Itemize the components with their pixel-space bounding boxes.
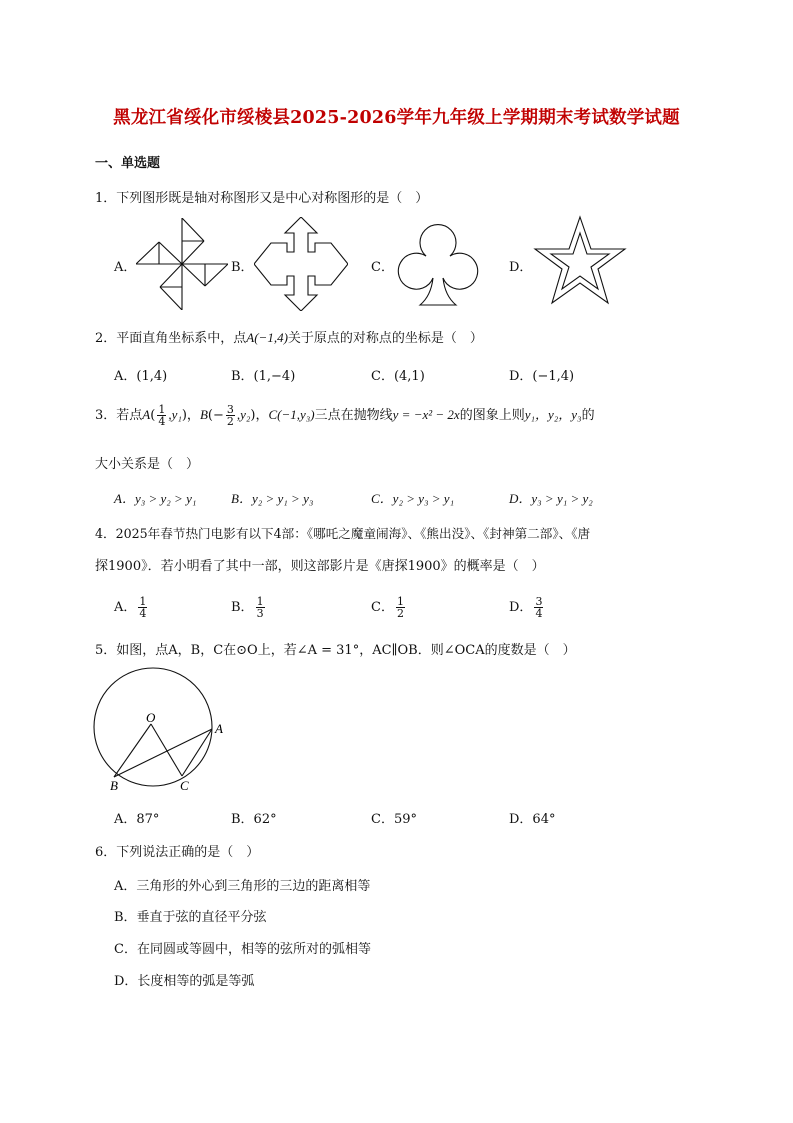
label-o: O — [146, 710, 156, 725]
q4-option-b-fraction — [256, 596, 265, 619]
q4-option-c-num: 1 — [396, 595, 404, 608]
q4-option-c-den: 2 — [396, 607, 404, 620]
q3-point-c: C(−1,y₃) — [268, 407, 315, 422]
q6-option-b: B．垂直于弦的直径平分弦 — [114, 910, 267, 925]
segment-ob — [114, 724, 151, 777]
q3-point-a-y: ,y₁ — [168, 407, 182, 422]
q5-option-d: D．64° — [509, 812, 556, 827]
q4-option-a-fraction — [138, 596, 147, 619]
page-title: 黑龙江省绥化市绥棱县2025-2026学年九年级上学期期末考试数学试题 — [113, 108, 680, 128]
q4-option-c-fraction — [396, 596, 405, 619]
q3-option-a: A．y₃ > y₂ > y₁ — [114, 491, 197, 506]
q3-stem-end: 的 — [581, 408, 595, 423]
four-arrows-figure — [254, 217, 348, 311]
q4-option-b — [231, 596, 267, 619]
q6-option-c: C．在同圆或等圆中，相等的弦所对的弧相等 — [114, 942, 371, 957]
circle-geometry-figure — [88, 664, 238, 796]
q4-option-a-label: A． — [114, 600, 137, 615]
star-figure — [533, 215, 627, 307]
q3-point-b-x-den: 2 — [226, 415, 234, 428]
q4-option-b-label: B． — [231, 600, 254, 615]
q2-option-a: A．(1,4) — [114, 369, 168, 384]
q1-option-a-label: A． — [114, 260, 137, 275]
q2-option-c: C．(4,1) — [371, 369, 425, 384]
q3-point-a-x-num: 1 — [158, 403, 166, 416]
q1-option-b-label: B． — [231, 260, 254, 275]
q3-stem: 3．若点A( $\frac{1}{4}$ ,y₁)，B(− $\frac{3}{2}$ ,y₂)，C(−1,y₃)三点在抛物线y = −x² − 2x的图象上则y₁，y₂，y₃的 — [95, 403, 595, 428]
q5-option-c: C．59° — [371, 812, 417, 827]
q5-option-a: A．87° — [114, 812, 160, 827]
q3-parabola: y = −x² − 2x — [392, 407, 460, 422]
q2-stem — [95, 327, 483, 346]
segment-oc — [151, 724, 182, 776]
q3-point-a-x — [157, 404, 166, 427]
section-heading: 一、单选题 — [95, 156, 161, 171]
q4-option-c — [371, 596, 407, 619]
q2-stem-suffix: 关于原点的对称点的坐标是（ ） — [287, 331, 483, 346]
q3-option-b: B．y₂ > y₁ > y₃ — [231, 491, 314, 506]
q3-point-a-x-den: 4 — [158, 415, 166, 428]
q3-variables: y₁，y₂，y₃ — [524, 407, 582, 422]
q3-option-c: C．y₂ > y₃ > y₁ — [371, 491, 455, 506]
q4-option-d — [509, 596, 545, 619]
q3-point-b-y: ,y₂ — [236, 407, 251, 422]
q2-option-b: B．(1,−4) — [231, 369, 296, 384]
q4-option-a-num: 1 — [139, 595, 147, 608]
club-figure — [393, 216, 483, 306]
q4-stem-line1: 4．2025年春节热门电影有以下4部：《哪吒之魔童闹海》、《熊出没》、《封神第二部》、《唐 — [95, 526, 591, 541]
q4-option-d-num: 3 — [535, 595, 543, 608]
label-c: C — [180, 778, 189, 793]
q3-point-b-label: B — [199, 407, 208, 422]
q2-stem-prefix: 2．平面直角坐标系中，点 — [95, 331, 247, 346]
q6-option-a: A．三角形的外心到三角形的三边的距离相等 — [114, 879, 371, 894]
q4-option-a — [114, 596, 149, 619]
q2-point: A(−1,4) — [246, 330, 288, 345]
q3-point-b-x — [226, 404, 235, 427]
q3-point-b-x-num: 3 — [226, 403, 234, 416]
q3-stem-mid: 三点在抛物线 — [314, 408, 393, 423]
label-b: B — [110, 778, 118, 793]
q4-stem-line2: 探1900》．若小明看了其中一部，则这部影片是《唐探1900》的概率是（ ） — [95, 559, 545, 574]
q3-stem-prefix: 3．若点 — [95, 408, 143, 423]
q4-option-d-den: 4 — [535, 607, 543, 620]
q3-point-a-label: A — [142, 407, 151, 422]
q3-stem-mid2: 的图象上则 — [459, 408, 525, 423]
q4-option-a-den: 4 — [139, 607, 147, 620]
q4-option-c-label: C． — [371, 600, 394, 615]
q2-option-d: D．(−1,4) — [509, 369, 575, 384]
q3-stem-line2: 大小关系是（ ） — [95, 457, 200, 472]
q6-stem: 6．下列说法正确的是（ ） — [95, 845, 260, 860]
q3-option-d: D．y₃ > y₁ > y₂ — [509, 491, 593, 506]
q4-option-d-label: D． — [509, 600, 533, 615]
label-a: A — [215, 721, 223, 736]
pinwheel-figure — [136, 218, 228, 310]
q1-option-d-label: D． — [509, 260, 533, 275]
q5-option-b: B．62° — [231, 812, 277, 827]
q5-stem: 5．如图，点A，B，C在⊙O上，若∠A = 31°，AC∥OB．则∠OCA的度数是（ ） — [95, 643, 576, 658]
q1-option-c-label: C． — [371, 260, 394, 275]
q4-option-b-den: 3 — [256, 607, 264, 620]
q1-stem: 1．下列图形既是轴对称图形又是中心对称图形的是（ ） — [95, 191, 429, 206]
q6-option-d: D．长度相等的弧是等弧 — [114, 974, 255, 989]
q4-option-b-num: 1 — [256, 595, 264, 608]
q4-option-d-fraction — [534, 596, 543, 619]
